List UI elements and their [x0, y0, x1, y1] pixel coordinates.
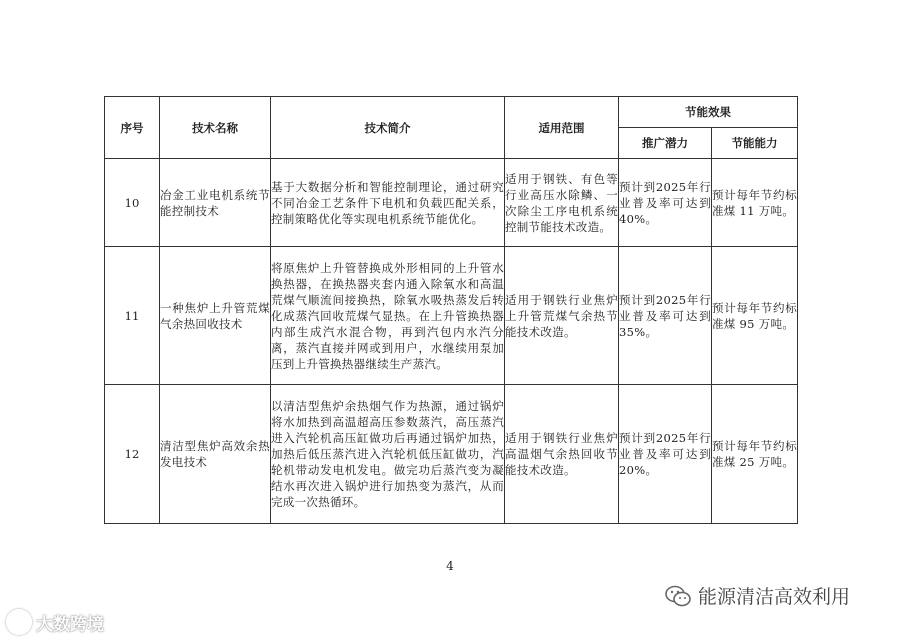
watermark-right-text: 能源清洁高效利用: [698, 586, 851, 608]
cell-seq: 10: [105, 159, 160, 247]
cell-potential: 预计到2025年行业普及率可达到40%。: [619, 159, 712, 247]
cell-seq: 12: [105, 385, 160, 524]
cell-name: 清洁型焦炉高效余热发电技术: [160, 385, 271, 524]
cell-capacity: 预计每年节约标准煤 95 万吨。: [712, 247, 798, 385]
header-scope: 适用范围: [505, 97, 619, 159]
table-row: [105, 247, 798, 385]
header-potential: 推广潜力: [619, 128, 712, 159]
cell-intro: 基于大数据分析和智能控制理论，通过研究不同冶金工艺条件下电机和负载匹配关系，控制策略优化等实现电机系统节能优化。: [271, 159, 505, 247]
header-effect: 节能效果: [619, 97, 798, 128]
technology-table: [104, 96, 798, 524]
wechat-icon: [664, 585, 692, 607]
cell-intro: 以清洁型焦炉余热烟气作为热源，通过锅炉将水加热到高温超高压参数蒸汽，高压蒸汽进入汽轮机高压缸做功后再通过锅炉加热，加热后低压蒸汽进入汽轮机低压缸做功，汽轮机带动发电机发电。做完功后蒸汽变为凝结水再次进入锅炉进行加热变为蒸汽，从而完成一次热循环。: [271, 385, 505, 524]
cell-scope: 适用于钢铁行业焦炉高温烟气余热回收节能技术改造。: [505, 385, 619, 524]
cell-scope: 适用于钢铁、有色等行业高压水除鳞、一次除尘工序电机系统控制节能技术改造。: [505, 159, 619, 247]
header-capacity: 节能能力: [712, 128, 798, 159]
table-row: [105, 385, 798, 524]
cell-potential: 预计到2025年行业普及率可达到35%。: [619, 247, 712, 385]
cell-name: 冶金工业电机系统节能控制技术: [160, 159, 271, 247]
header-seq: 序号: [105, 97, 160, 159]
cell-intro: 将原焦炉上升管替换成外形相同的上升管水换热器，在换热器夹套内通入除氧水和高温荒煤气顺流间接换热，除氧水吸热蒸发后转化成蒸汽回收荒煤气显热。在上升管换热器内部生成汽水混合物，再到汽包内水汽分离，蒸汽直接并网或到用户，水继续用泵加压到上升管换热器继续生产蒸汽。: [271, 247, 505, 385]
cell-capacity: 预计每年节约标准煤 25 万吨。: [712, 385, 798, 524]
page-number: 4: [446, 559, 454, 573]
cell-potential: 预计到2025年行业普及率可达到20%。: [619, 385, 712, 524]
cell-capacity: 预计每年节约标准煤 11 万吨。: [712, 159, 798, 247]
header-intro: 技术简介: [271, 97, 505, 159]
watermark-right: [664, 582, 850, 609]
cell-name: 一种焦炉上升管荒煤气余热回收技术: [160, 247, 271, 385]
header-name: 技术名称: [160, 97, 271, 159]
cell-seq: 11: [105, 247, 160, 385]
table-row: [105, 159, 798, 247]
watermark-left-text: 大数跨境: [36, 614, 104, 635]
circle-logo-icon: [6, 609, 32, 635]
watermark-left: [6, 609, 104, 635]
cell-scope: 适用于钢铁行业焦炉上升管荒煤气余热节能技术改造。: [505, 247, 619, 385]
